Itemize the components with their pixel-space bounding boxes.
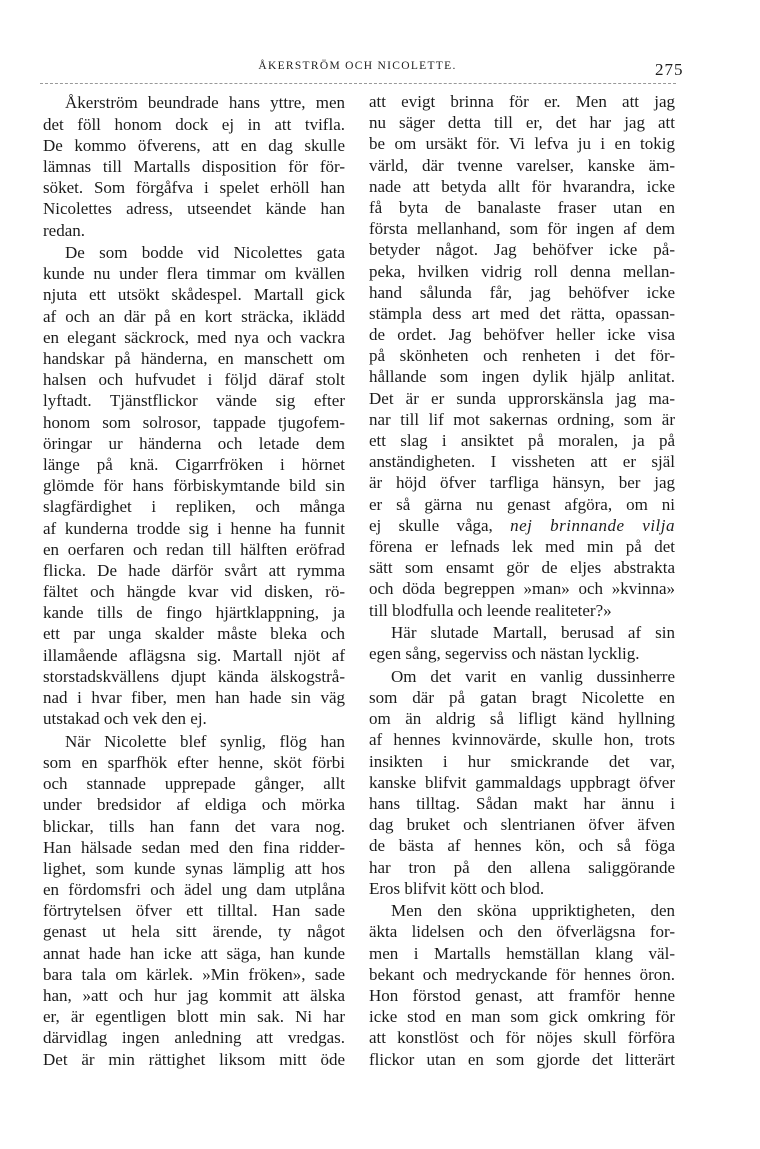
text-line-content: han, »att och hur jag kommit att älska [43,986,345,1006]
text-line [369,964,675,985]
text-line [369,900,675,921]
text-line-content: om än aldrig så lifligt känd hyllning [369,709,675,729]
text-line [43,794,345,815]
text-line-content: hans tilltag. Sådan makt har ännu i [369,793,675,813]
text-line-content: flicka. De hade därför svårt att rymma [43,560,345,580]
text-line [43,306,345,327]
text-line-content: Åkerström beundrade hans yttre, men [65,93,345,113]
text-line [369,1027,675,1048]
text-line [369,687,675,708]
text-line [43,581,345,602]
text-line-content: hållande som ingen dylik hjälp anlitat. [369,367,675,387]
text-line [369,282,675,303]
text-line-content: men i Martalls hemställan klang väl- [369,943,675,963]
text-line-content: blickar, tills han fann det vara nog. [43,816,345,836]
text-line-content: fältet och hängde kvar vid disken, rö- [43,582,345,602]
text-line [43,666,345,687]
text-line [43,560,345,581]
text-line [369,557,675,578]
text-line [43,518,345,539]
text-line-content: Det är min rättighet liksom mitt öde [43,1049,345,1069]
text-line [369,921,675,942]
text-line-content: slagfärdighet i repliken, och många [43,497,345,517]
text-line [369,388,675,409]
text-line-content: söket. Som förgåfva i spelet erhöll han [43,178,345,198]
text-line-content: glömde för hans förbiskymtande bild sin [43,476,345,496]
text-line [369,751,675,772]
text-line [43,623,345,644]
text-line-content: värld, där tvenne varelser, kanske äm- [369,155,675,175]
text-line-content: stämpla dess art med det rätta, opassan- [369,303,675,323]
text-line [43,816,345,837]
text-line-content: få byta de banalaste fraser utan en [369,197,675,217]
text-line [369,515,675,536]
text-line [369,622,675,643]
text-line [43,327,345,348]
text-line [369,366,675,387]
text-line-content: och stannade upprepade gånger, allt [43,774,345,794]
text-line [43,1006,345,1027]
text-line-content: af hennes kvinnovärde, skulle hon, trots [369,730,675,750]
text-line-content: som där på gatan bragt Nicolette en [369,688,675,708]
text-line-content: Hon förstod genast, att framför henne [369,986,675,1006]
text-line-content: Han hälsade sedan med den fina ridder- [43,837,345,857]
text-line-content: en fördomsfri och ädel ung dam utplåna [43,880,345,900]
text-line-content: honom som solrosor, tappade tjugofem- [43,412,345,432]
text-line [369,472,675,493]
text-line [369,1006,675,1027]
text-line-content: redan. [43,220,86,240]
text-line-content: dag bruket och slentrianen öfver äfven [369,815,675,835]
italic-emphasis: nej brinnande vilja [510,515,675,535]
text-line [43,220,345,241]
text-line [369,197,675,218]
text-line-content: er så gärna nu genast afgöra, om ni [369,494,675,514]
text-line [369,857,675,878]
text-line-content: öringar ur händerna och letade dem [43,433,345,453]
text-line-content: Nicolettes adress, utseendet kände han [43,199,345,219]
text-line [369,708,675,729]
text-line-content: ett par unga skalder måste bleka och [43,624,345,644]
text-line-content: storstadskvällens djupt kända älskogstrå- [43,666,345,686]
text-line-content: illamående aflägsna sig. Martall njöt af [43,645,345,665]
text-line [369,1049,675,1070]
text-line [43,858,345,879]
text-line-content: nad i hvar fiber, men han hade sin väg [43,688,345,708]
text-line-content: ett slag i ansiktet på moralen, ja på [369,431,675,450]
text-line [369,943,675,964]
text-line-content: bekant och medryckande för hennes öron. [369,964,675,984]
text-line [43,752,345,773]
text-line [369,176,675,197]
text-line [43,284,345,305]
text-line [369,600,675,621]
text-line-content: De kommo öfverens, att en dag skulle [43,135,345,155]
text-line [369,878,675,899]
text-line [369,155,675,176]
header-rule [40,83,676,84]
text-line-content: till blodfulla och leende realiteter?» [369,600,612,620]
text-line-content: hand sålunda får, jag behöfver icke [369,282,675,302]
text-line-content: som en sparfhök efter henne, sköt förbi [43,752,345,772]
text-line-content: därvidlag ingen anledning att vredgas. [43,1028,345,1048]
text-line [43,773,345,794]
text-line [43,708,345,729]
running-title: ÅKERSTRÖM OCH NICOLETTE. [258,60,457,72]
text-line-content: de bästa af hennes kön, och så föga [369,836,675,856]
text-line [369,451,675,472]
text-line [43,433,345,454]
text-line [43,943,345,964]
text-line [43,539,345,560]
text-line-content: Det är er sunda upprorskänsla jag ma- [369,388,675,408]
text-line-content: lämnas till Martalls disposition för för- [43,156,345,176]
text-line-content: är höjd öfver tarfliga hänsyn, ber jag [369,473,675,493]
text-line-content: på skönheten och renheten i det för- [369,346,675,366]
text-line [369,218,675,239]
text-line [43,602,345,623]
text-line [369,835,675,856]
text-line-content: lighet, som kunde synas lämplig att hos [43,858,345,878]
text-line [369,261,675,282]
text-line-content: njuta ett utsökt skådespel. Martall gick [43,285,345,305]
text-line-content: förena er lefnads lek med min på det [369,536,675,556]
text-line [369,239,675,260]
text-line-content: sätt som ensamt gör de eljes abstrakta [369,558,675,578]
text-line [43,369,345,390]
text-line-content: insikten i hur smickrande det var, [369,751,675,771]
text-line [43,731,345,752]
page-number: 275 [655,60,684,79]
text-line-content: länge på knä. Cigarrfröken i hörnet [43,454,345,474]
text-line [43,1049,345,1070]
text-line [369,494,675,515]
text-line [43,114,345,135]
text-line [43,177,345,198]
text-line [369,666,675,687]
text-line [43,348,345,369]
text-line-content: handskar på händerna, en manschett om [43,349,345,369]
text-line [43,156,345,177]
text-line-content: När Nicolette blef synlig, flög han [65,731,345,751]
text-line [43,475,345,496]
text-line-content: och döda begreppen »man» och »kvinna» [369,579,675,599]
text-line-content: af och an där på en kort sträcka, iklädd [43,306,345,326]
text-line [43,687,345,708]
text-line-content: genast ut hela sitt ärende, ty något [43,922,345,942]
text-line [369,112,675,133]
text-line-content: flickor utan en som gjorde det litterärt [369,1049,675,1069]
text-line [43,900,345,921]
text-line-content: utstakad och vek den ej. [43,709,207,729]
text-line-content: under bredsidor af eldiga och mörka [43,795,345,815]
text-line [369,133,675,154]
text-line [43,837,345,858]
text-line-content: egen sång, segerviss och nästan lycklig. [369,644,640,664]
text-line-content: lyftadt. Tjänstflickor vände sig efter [43,391,345,411]
text-line [43,242,345,263]
text-line-content: en oerfaren och redan till hälften eröfrad [43,539,345,559]
text-line-content: De som bodde vid Nicolettes gata [65,243,345,263]
text-line [369,729,675,750]
text-line-content: annat hade han icke att säga, han kunde [43,943,345,963]
text-line-content: betyder något. Jag behöfver icke på- [369,240,675,260]
text-line [369,303,675,324]
text-line [43,964,345,985]
text-line [43,879,345,900]
text-line [369,91,675,112]
text-line-content: att evigt brinna för er. Men att jag [369,92,675,111]
text-column-right [369,91,675,1070]
text-line-content: en elegant säckrock, med nya och vackra [43,327,345,347]
text-line-content: halsen och hufvudet i följd däraf stolt [43,370,345,390]
text-line [369,536,675,557]
text-line-content: icke stod en man som gick omkring för [369,1007,675,1027]
text-line-content: kande tills de fingo hjärtklappning, ja [43,603,345,623]
text-line-content: peka, hvilken vidrig roll denna mellan- [369,261,675,281]
text-line-content: ej skulle våga, [369,515,493,535]
text-line-content: anständigheten. I vissheten att er själ [369,452,675,472]
text-line [369,578,675,599]
text-line-content: af kunderna trodde sig i henne ha funnit [43,518,345,538]
text-line [43,263,345,284]
text-line [43,390,345,411]
text-line [43,1027,345,1048]
text-line [43,645,345,666]
text-line-content: kanske blifvit gammaldags uppbragt öfver [369,772,675,792]
text-line-content: förtrytelsen öfver ett tilltal. Han sade [43,901,345,921]
text-line-content: Eros blifvit kött och blod. [369,878,545,898]
text-line [369,985,675,1006]
text-line-content: de ordet. Jag behöfver heller icke visa [369,325,675,345]
text-line [369,409,675,430]
text-line-content: Här slutade Martall, berusad af sin [391,623,675,643]
text-line [43,135,345,156]
text-line-content: Om det varit en vanlig dussinherre [391,666,675,686]
text-line [43,496,345,517]
text-line-content: nade att betyda allt för hvarandra, icke [369,176,675,196]
text-line-content: kunde nu under flera timmar om kvällen [43,264,345,284]
text-line [43,198,345,219]
text-column-left [43,91,345,1070]
text-line [369,772,675,793]
text-line [369,345,675,366]
text-line-content: be om ursäkt för. Vi lefva ju i en tokig [369,134,675,154]
text-line-content: er, är egentligen blott min sak. Ni har [43,1007,345,1027]
text-line-content: första mellanhand, som för ingen af dem [369,219,675,239]
text-line [43,985,345,1006]
text-line-content: det föll honom dock ej in att tvifla. [43,114,345,134]
text-line-content: bara tala om kärlek. »Min fröken», sade [43,964,345,984]
text-line-content: nar till lif mot sakernas ordning, som är [369,409,675,429]
text-line [369,793,675,814]
text-line-content: att konstlöst och för nöjes skull förföra [369,1028,675,1048]
text-line [43,454,345,475]
text-line [369,814,675,835]
text-line-content: har tron på den allena saliggörande [369,857,675,877]
text-line [43,412,345,433]
text-line [369,430,675,451]
text-line [369,324,675,345]
text-line-content: nu säger detta till er, det har jag att [369,113,675,133]
text-line [43,92,345,113]
text-line-content: Men den sköna uppriktigheten, den [391,901,675,921]
text-line [43,921,345,942]
text-line [369,643,675,664]
text-line-content: äkta lidelsen och den öfverlägsna for- [369,922,675,942]
